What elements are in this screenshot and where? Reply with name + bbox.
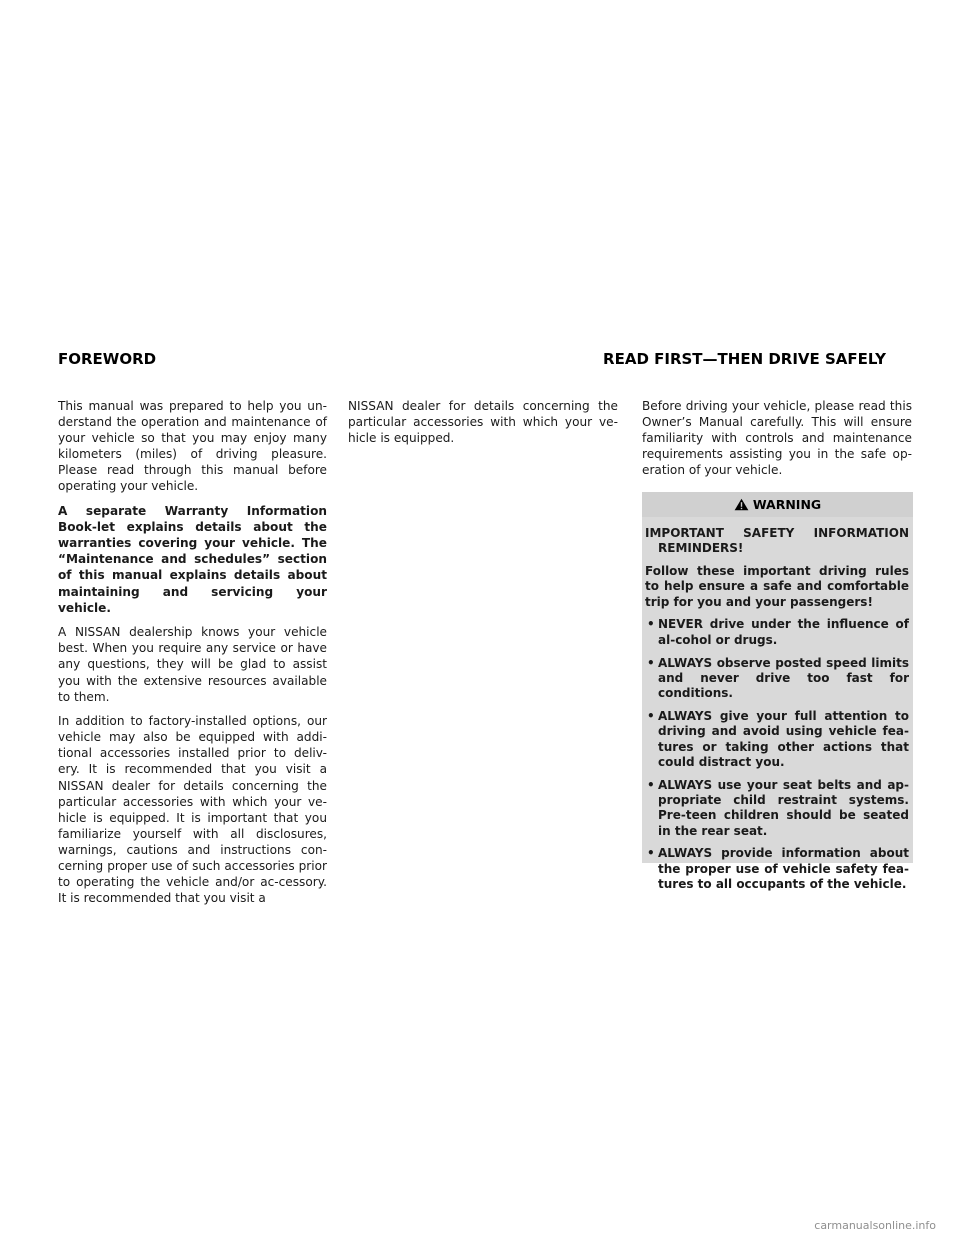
warning-box (642, 492, 913, 891)
bullet-marker: • (647, 708, 655, 723)
accessories-paragraph-continued: NISSAN dealer for details concerning the particular accessories with which your ve-hicle is equipped. (348, 399, 618, 446)
list-item-text: ALWAYS observe posted speed limits and never drive too fast for conditions. (658, 655, 909, 701)
warning-header (642, 492, 913, 517)
list-item (645, 709, 909, 770)
warranty-paragraph: A separate Warranty Information Book-let explains details about the warranties covering your vehicle. The “Maintenance and schedules” section of this manual explains details about maintaining and servicing your vehicle. (58, 504, 327, 615)
list-item (645, 617, 909, 648)
warning-title: WARNING (752, 496, 822, 512)
bullet-marker: • (647, 655, 655, 670)
bullet-marker: • (647, 777, 655, 792)
list-item (645, 656, 909, 702)
list-item-text: NEVER drive under the influence of al-cohol or drugs. (658, 617, 909, 647)
bullet-marker: • (647, 617, 655, 632)
foreword-column-1 (58, 398, 327, 915)
bullet-marker: • (647, 846, 655, 861)
read-first-heading: READ FIRST—THEN DRIVE SAFELY (603, 350, 886, 368)
read-first-intro: Before driving your vehicle, please read this Owner’s Manual carefully. This will ensure familiarity with controls and maintenance requirements assisting you in the safe op-eration of your vehicle. (642, 399, 912, 478)
warning-body (642, 517, 913, 892)
read-first-column (642, 398, 912, 487)
list-item-text: ALWAYS provide information about the proper use of vehicle safety fea-tures to all occupants of the vehicle. (658, 846, 909, 891)
warning-intro: IMPORTANT SAFETY INFORMATION REMINDERS! (645, 526, 909, 556)
list-item-text: ALWAYS give your full attention to driving and avoid using vehicle fea-tures or taking other actions that could distract you. (658, 708, 909, 769)
dealership-paragraph: A NISSAN dealership knows your vehicle best. When you require any service or have any questions, they will be glad to assist you with the extensive resources available to them. (58, 625, 327, 704)
list-item (645, 778, 909, 839)
foreword-column-2 (348, 398, 618, 455)
list-item (645, 846, 909, 892)
warning-triangle-icon (734, 498, 749, 511)
foreword-heading: FOREWORD (58, 350, 157, 368)
foreword-paragraph-1: This manual was prepared to help you un-derstand the operation and maintenance of your vehicle so that you may enjoy many kilometers (miles) of driving pleasure. Please read through this manual before operating your vehicle. (58, 399, 327, 494)
list-item-text: ALWAYS use your seat belts and ap-propriate child restraint systems. Pre-teen children should be seated in the rear seat. (658, 777, 909, 838)
warning-rules-intro: Follow these important driving rules to help ensure a safe and comfortable trip for you and your passengers! (645, 564, 909, 609)
warning-list (645, 617, 909, 892)
watermark: carmanualsonline.info (814, 1219, 936, 1232)
accessories-paragraph: In addition to factory-installed options, our vehicle may also be equipped with addi-tional accessories installed prior to deliv-ery. It is recommended that you visit a NISSAN dealer for details concerning the particular accessories with which your ve-hicle is equipped. It is important that you familiarize yourself with all disclosures, warnings, cautions and instructions con-cerning proper use of such accessories prior to operating the vehicle and/or ac-cessory. It is recommended that you visit a (58, 714, 327, 906)
